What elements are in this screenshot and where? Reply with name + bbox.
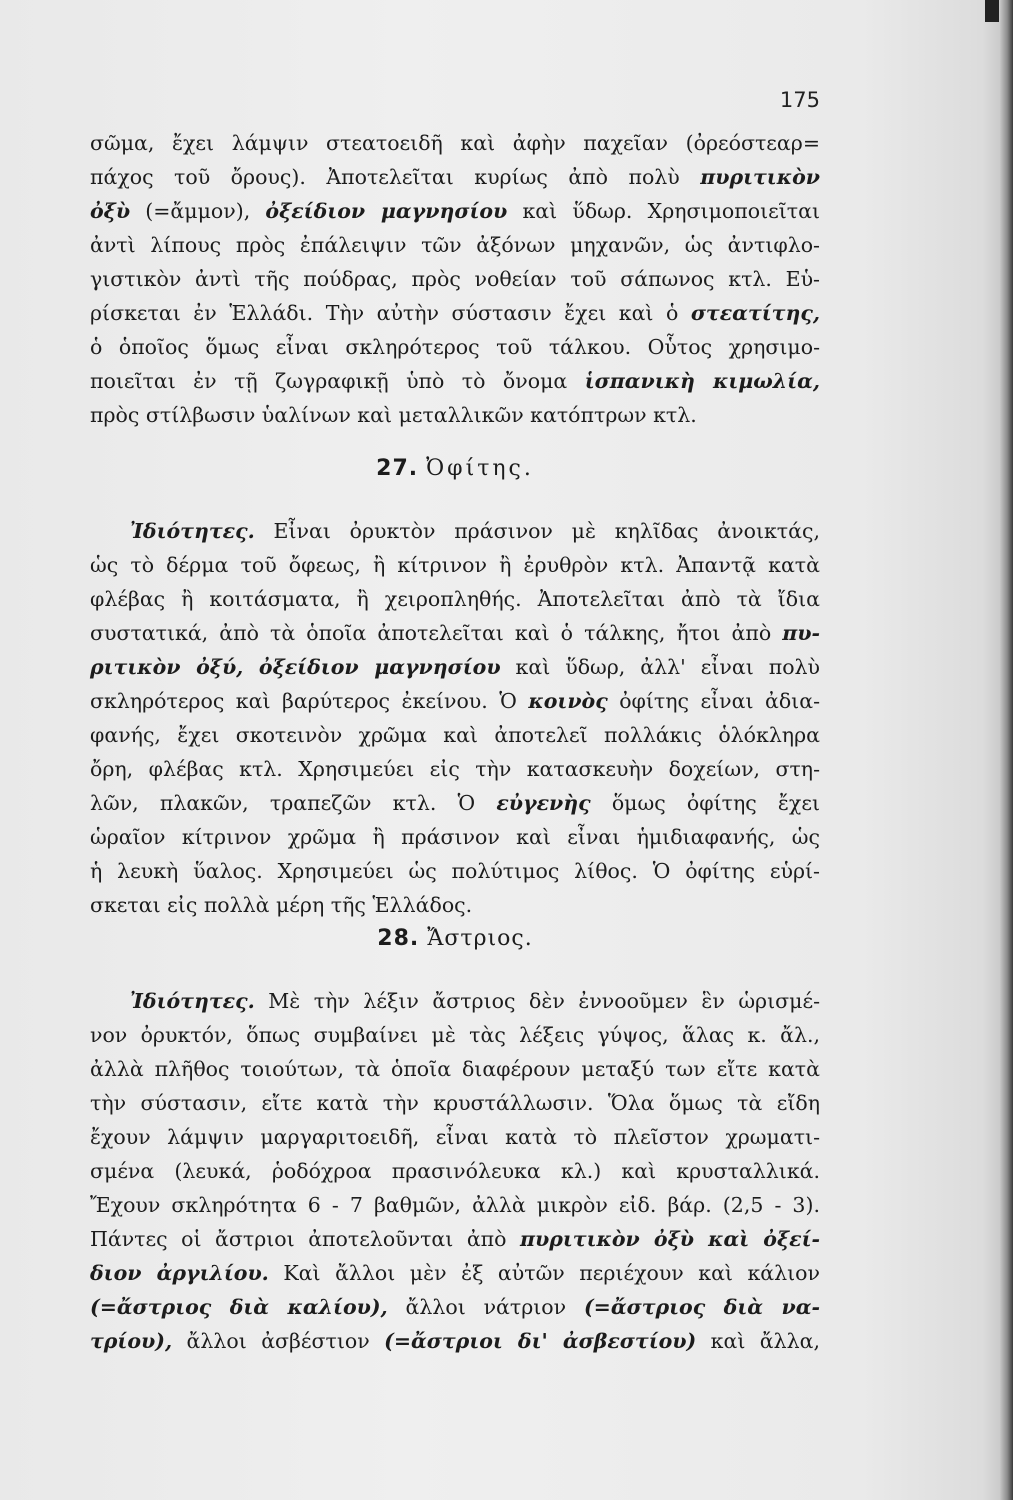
text-line: διον ἀργιλίου. Καὶ ἄλλοι μὲν ἐξ αὐτῶν περιέχουν καὶ κάλιον	[90, 1261, 820, 1285]
text-line: σμένα (λευκά, ῥοδόχροα πρασινόλευκα κλ.) καὶ κρυσταλλικά.	[90, 1159, 820, 1183]
text-line: τὴν σύστασιν, εἴτε κατὰ τὴν κρυστάλλωσιν. Ὅλα ὅμως τὰ εἴδη	[90, 1091, 820, 1115]
text-line: πρὸς στίλβωσιν ὑαλίνων καὶ μεταλλικῶν κατόπτρων κτλ.	[90, 403, 697, 427]
section-heading-28	[90, 926, 820, 951]
text-line: λῶν, πλακῶν, τραπεζῶν κτλ. Ὁ εὐγενὴς ὅμως ὀφίτης ἔχει	[90, 791, 820, 815]
text-line: ἀντὶ λίπους πρὸς ἐπάλειψιν τῶν ἀξόνων μηχανῶν, ὡς ἀντιφλο-	[90, 233, 820, 257]
text-line: φανής, ἔχει σκοτεινὸν χρῶμα καὶ ἀποτελεῖ πολλάκις ὁλόκληρα	[90, 723, 820, 747]
text-line: νον ὀρυκτόν, ὅπως συμβαίνει μὲ τὰς λέξεις γύψος, ἅλας κ. ἄλ.,	[90, 1023, 820, 1047]
paragraph-talc-continued	[90, 126, 820, 432]
text-line: ρίσκεται ἐν Ἑλλάδι. Τὴν αὐτὴν σύστασιν ἔχει καὶ ὁ στεατίτης,	[90, 301, 820, 325]
text-line: Ἰδιότητες. Εἶναι ὀρυκτὸν πράσινον μὲ κηλῖδας ἀνοικτάς,	[130, 519, 820, 543]
text-line: φλέβας ἢ κοιτάσματα, ἢ χειροπληθής. Ἀποτελεῖται ἀπὸ τὰ ἴδια	[90, 587, 820, 611]
text-line: ριτικὸν ὀξύ, ὀξείδιον μαγνησίου καὶ ὕδωρ, ἀλλ' εἶναι πολὺ	[90, 655, 820, 679]
text-line: ὄρη, φλέβας κτλ. Χρησιμεύει εἰς τὴν κατασκευὴν δοχείων, στη-	[90, 757, 820, 781]
page-corner-mark	[985, 0, 999, 22]
text-line: (=ἄστριος διὰ καλίου), ἄλλοι νάτριον (=ἄστριος διὰ να-	[90, 1295, 820, 1319]
text-line: ἀλλὰ πλῆθος τοιούτων, τὰ ὁποῖα διαφέρουν μεταξύ των εἴτε κατὰ	[90, 1057, 820, 1081]
text-line: σκεται εἰς πολλὰ μέρη τῆς Ἑλλάδος.	[90, 893, 473, 917]
section-number: 27.	[376, 456, 419, 481]
text-line: ἔχουν λάμψιν μαργαριτοειδῆ, εἶναι κατὰ τὸ πλεῖστον χρωματι-	[90, 1125, 820, 1149]
section-title: Ἄστριος.	[427, 926, 533, 951]
text-line: ὀξὺ (=ἄμμον), ὀξείδιον μαγνησίου καὶ ὕδωρ. Χρησιμοποιεῖται	[90, 199, 820, 223]
text-line: συστατικά, ἀπὸ τὰ ὁποῖα ἀποτελεῖται καὶ ὁ τάλκης, ἤτοι ἀπὸ πυ-	[90, 621, 820, 645]
text-line: σκληρότερος καὶ βαρύτερος ἐκείνου. Ὁ κοινὸς ὀφίτης εἶναι ἀδια-	[90, 689, 820, 713]
text-line: ἡ λευκὴ ὕαλος. Χρησιμεύει ὡς πολύτιμος λίθος. Ὁ ὀφίτης εὑρί-	[90, 859, 820, 883]
text-line: ὡς τὸ δέρμα τοῦ ὄφεως, ἢ κίτρινον ἢ ἐρυθρὸν κτλ. Ἀπαντᾷ κατὰ	[90, 553, 820, 577]
text-line: ποιεῖται ἐν τῇ ζωγραφικῇ ὑπὸ τὸ ὄνομα ἱσπανικὴ κιμωλία,	[90, 369, 820, 393]
text-line: ὁ ὁποῖος ὅμως εἶναι σκληρότερος τοῦ τάλκου. Οὗτος χρησιμο-	[90, 335, 820, 359]
text-line: Ἔχουν σκληρότητα 6 - 7 βαθμῶν, ἀλλὰ μικρὸν εἰδ. βάρ. (2,5 - 3).	[90, 1193, 820, 1217]
section-heading-27	[90, 456, 820, 481]
text-line: τρίου), ἄλλοι ἀσβέστιον (=ἄστριοι δι' ἀσβεστίου) καὶ ἄλλα,	[90, 1329, 820, 1353]
text-line: πάχος τοῦ ὄρους). Ἀποτελεῖται κυρίως ἀπὸ πολὺ πυριτικὸν	[90, 165, 820, 189]
paragraph-ophite	[90, 514, 820, 922]
page-number: 175	[779, 88, 820, 112]
section-title: Ὀφίτης.	[426, 456, 534, 481]
text-line: γιστικὸν ἀντὶ τῆς πούδρας, πρὸς νοθείαν τοῦ σάπωνος κτλ. Εὑ-	[90, 267, 820, 291]
text-line: ὡραῖον κίτρινον χρῶμα ἢ πράσινον καὶ εἶναι ἡμιδιαφανής, ὡς	[90, 825, 820, 849]
section-number: 28.	[377, 926, 420, 951]
text-line: Ἰδιότητες. Μὲ τὴν λέξιν ἄστριος δὲν ἐννοοῦμεν ἓν ὡρισμέ-	[130, 989, 820, 1013]
text-line: Πάντες οἱ ἄστριοι ἀποτελοῦνται ἀπὸ πυριτικὸν ὀξὺ καὶ ὀξεί-	[90, 1227, 820, 1251]
page-edge	[999, 0, 1013, 1500]
text-line: σῶμα, ἔχει λάμψιν στεατοειδῆ καὶ ἀφὴν παχεῖαν (ὀρεόστεαρ=	[90, 131, 820, 155]
paragraph-feldspar	[90, 984, 820, 1358]
